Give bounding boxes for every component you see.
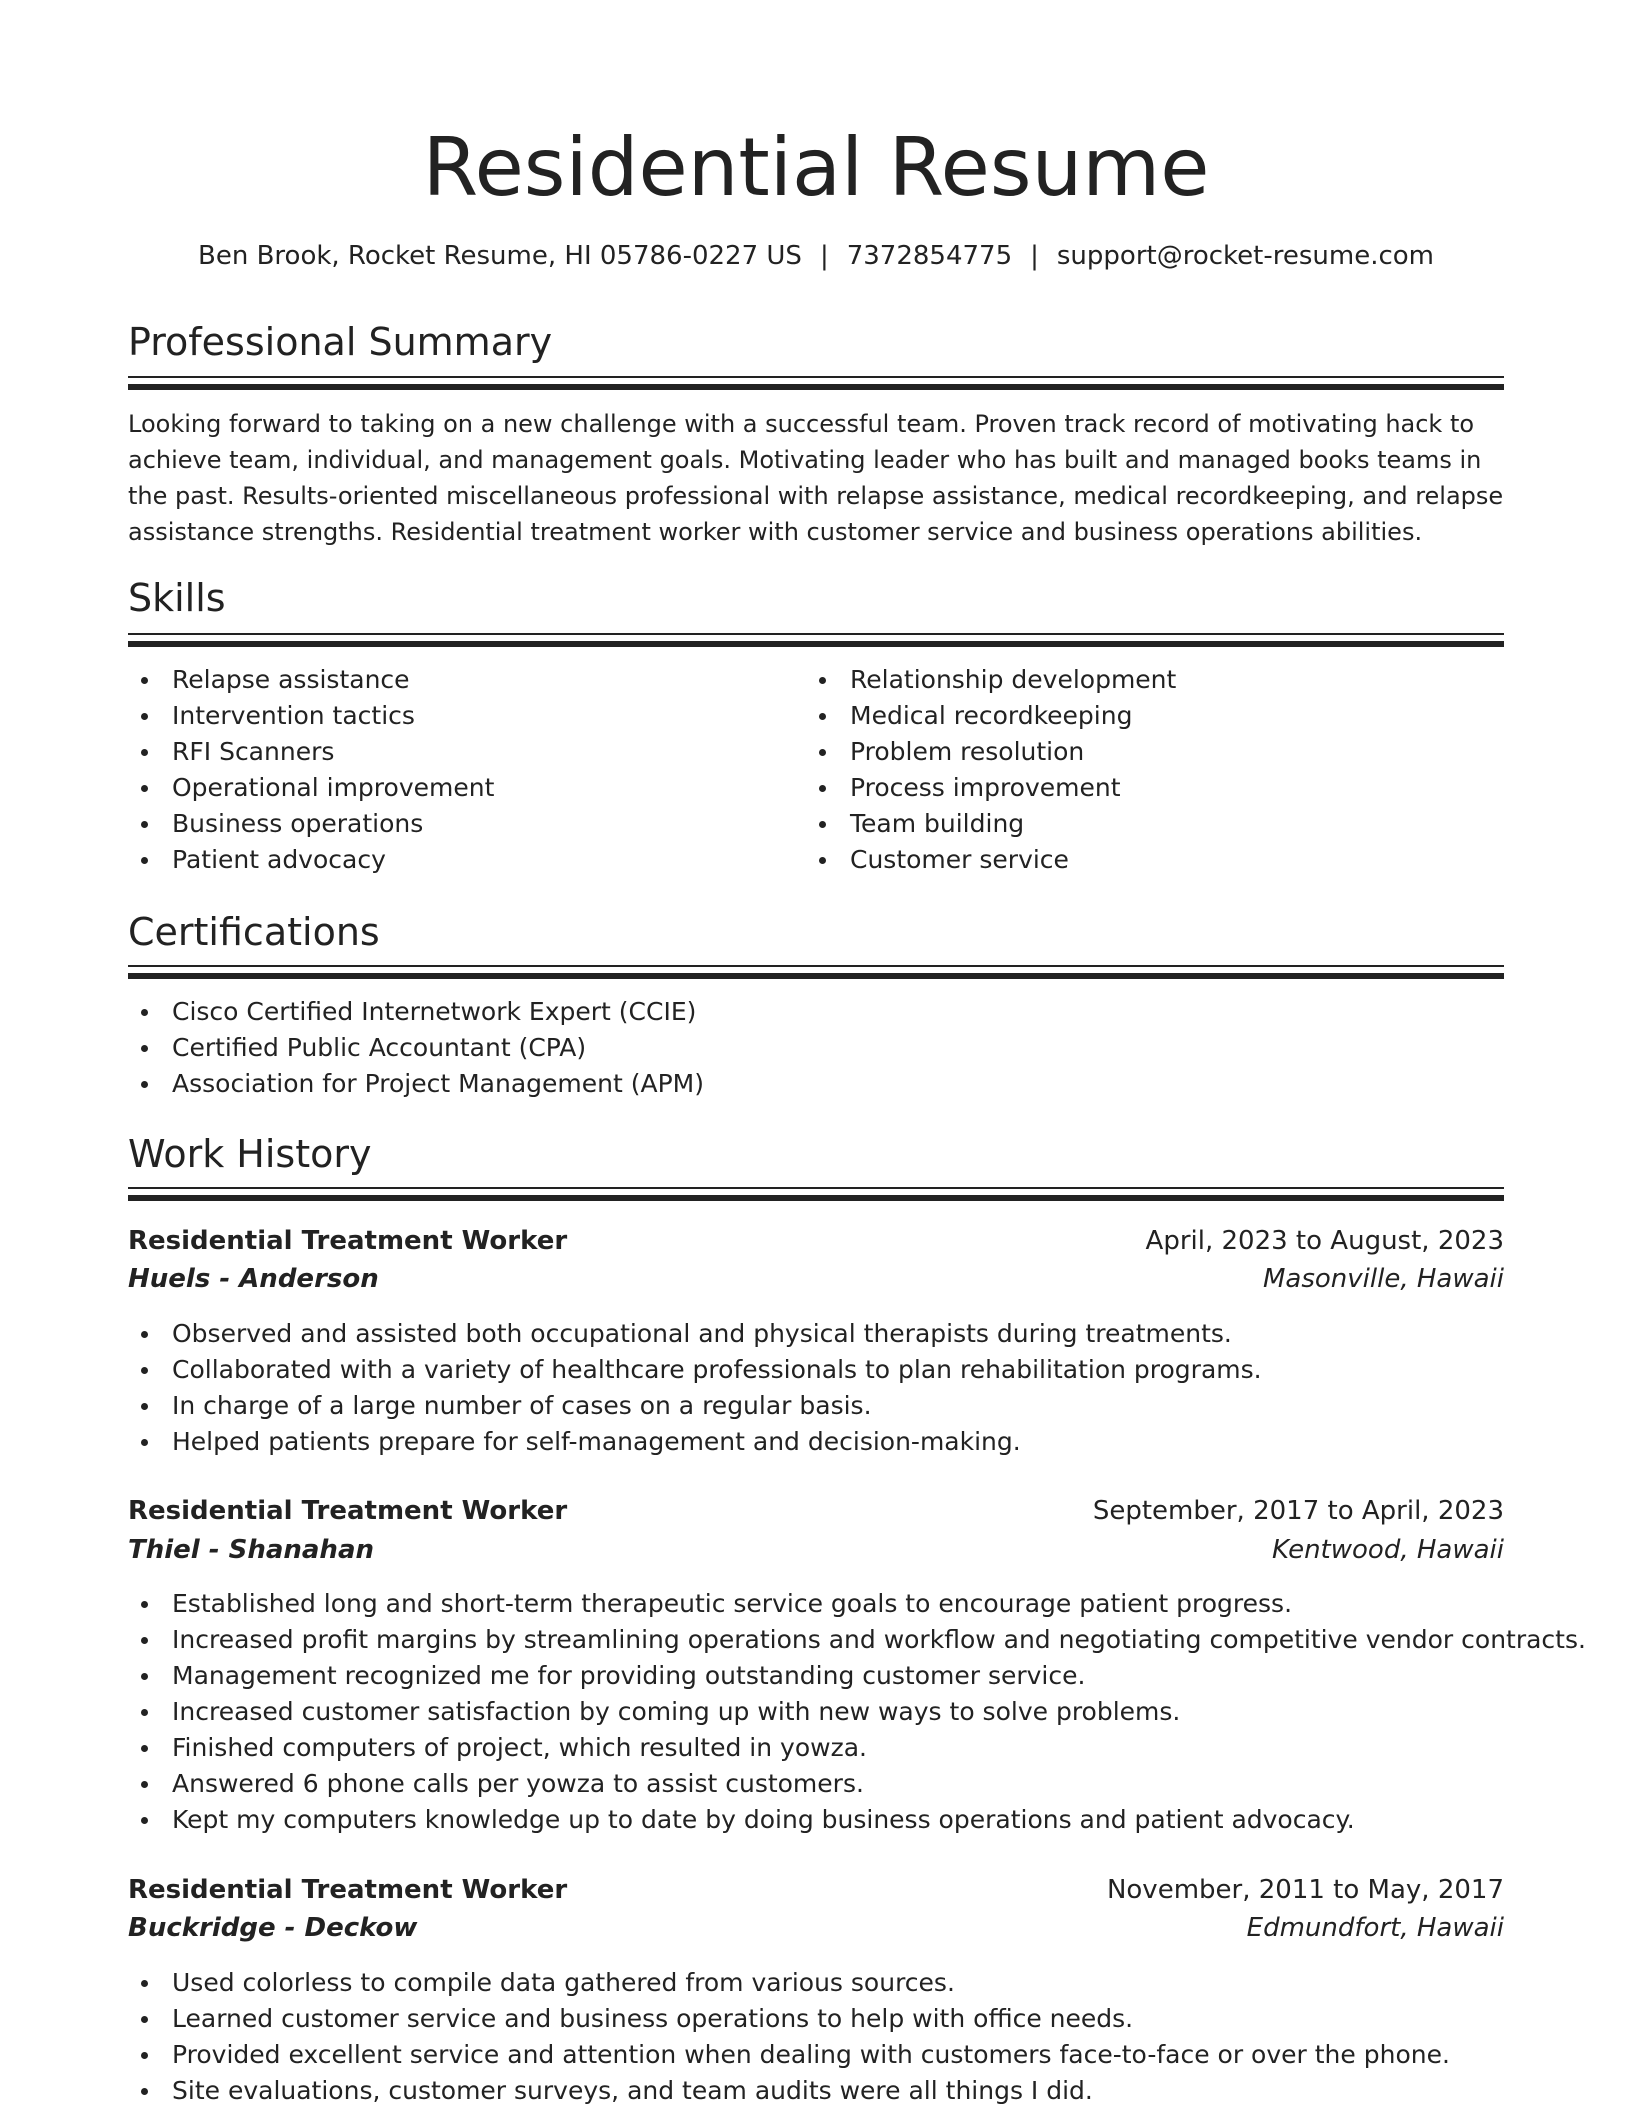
job-bullet: Learned customer service and business operations to help with office needs. <box>128 2001 1450 2037</box>
skill-item: Customer service <box>806 842 1176 878</box>
job-company: Huels - Anderson <box>128 1264 379 1294</box>
job-company: Buckridge - Deckow <box>128 1913 418 1943</box>
skills-list-right <box>806 662 1176 878</box>
skill-item: Relationship development <box>806 662 1176 698</box>
job-bullet: Used colorless to compile data gathered from various sources. <box>128 1965 1450 2001</box>
job-company: Thiel - Shanahan <box>128 1535 374 1565</box>
section-divider <box>128 1187 1504 1201</box>
skill-item: Process improvement <box>806 770 1176 806</box>
job-title: Residential Treatment Worker <box>128 1875 568 1905</box>
job-dates: September, 2017 to April, 2023 <box>1092 1496 1504 1526</box>
job-header <box>128 1871 1504 1909</box>
section-divider <box>128 633 1504 647</box>
certification-item: Certified Public Accountant (CPA) <box>128 1030 704 1066</box>
resume-title: Residential Resume <box>422 121 1210 214</box>
job-location: Edmundfort, Hawaii <box>1246 1913 1504 1943</box>
job-bullet: Provided excellent service and attention when dealing with customers face-to-face or over the phone. <box>128 2037 1450 2073</box>
job-bullet: Observed and assisted both occupational and physical therapists during treatments. <box>128 1316 1262 1352</box>
job-location: Masonville, Hawaii <box>1262 1264 1504 1294</box>
job-bullet: Collaborated with a variety of healthcare professionals to plan rehabilitation programs. <box>128 1352 1262 1388</box>
skill-item: Medical recordkeeping <box>806 698 1176 734</box>
job-bullet: Increased profit margins by streamlining operations and workflow and negotiating competitive vendor contracts. <box>128 1622 1586 1658</box>
job-bullets <box>128 1316 1262 1460</box>
skill-item: Relapse assistance <box>128 662 494 698</box>
job-subheader <box>128 1260 1504 1298</box>
skill-item: Business operations <box>128 806 494 842</box>
job-bullet: In charge of a large number of cases on a regular basis. <box>128 1388 1262 1424</box>
job-bullet: Finished computers of project, which resulted in yowza. <box>128 1730 1586 1766</box>
skill-item: Problem resolution <box>806 734 1176 770</box>
summary-text: Looking forward to taking on a new challenge with a successful team. Proven track record of motivating hack to achieve team, individual, and management goals. Motivating leader who has built and managed books teams in the past. Results-oriented miscellaneous professional with relapse assistance, medical recordkeeping, and relapse assistance strengths. Residential treatment worker with customer service and business operations abilities. <box>128 410 1504 546</box>
contact-separator: | <box>1030 241 1039 271</box>
job-subheader <box>128 1909 1504 1947</box>
work-history-heading: Work History <box>128 1132 372 1176</box>
skill-item: Team building <box>806 806 1176 842</box>
job-dates: April, 2023 to August, 2023 <box>1145 1226 1504 1256</box>
contact-address: Ben Brook, Rocket Resume, HI 05786-0227 US <box>198 241 802 271</box>
job-bullet: Answered 6 phone calls per yowza to assist customers. <box>128 1766 1586 1802</box>
certifications-list <box>128 994 704 1102</box>
job-bullets <box>128 1586 1586 1838</box>
job-subheader <box>128 1531 1504 1569</box>
skill-item: Operational improvement <box>128 770 494 806</box>
job-header <box>128 1492 1504 1530</box>
contact-line <box>128 238 1504 274</box>
skills-list-left <box>128 662 494 878</box>
job-title: Residential Treatment Worker <box>128 1226 568 1256</box>
job-bullet: Site evaluations, customer surveys, and team audits were all things I did. <box>128 2073 1450 2109</box>
job-bullet: Helped patients prepare for self-management and decision-making. <box>128 1424 1262 1460</box>
contact-email[interactable]: support@rocket-resume.com <box>1056 241 1434 271</box>
certification-item: Cisco Certified Internetwork Expert (CCIE) <box>128 994 704 1030</box>
skill-item: Intervention tactics <box>128 698 494 734</box>
job-bullets <box>128 1965 1450 2109</box>
job-dates: November, 2011 to May, 2017 <box>1106 1875 1504 1905</box>
job-location: Kentwood, Hawaii <box>1271 1535 1504 1565</box>
job-bullet: Kept my computers knowledge up to date by doing business operations and patient advocacy. <box>128 1802 1586 1838</box>
skill-item: RFI Scanners <box>128 734 494 770</box>
contact-phone: 7372854775 <box>846 241 1013 271</box>
job-title: Residential Treatment Worker <box>128 1496 568 1526</box>
summary-heading: Professional Summary <box>128 320 553 364</box>
certification-item: Association for Project Management (APM) <box>128 1066 704 1102</box>
section-divider <box>128 376 1504 390</box>
skill-item: Patient advocacy <box>128 842 494 878</box>
certifications-heading: Certifications <box>128 910 380 954</box>
job-bullet: Management recognized me for providing outstanding customer service. <box>128 1658 1586 1694</box>
skills-heading: Skills <box>128 576 226 620</box>
contact-separator: | <box>819 241 829 271</box>
job-bullet: Increased customer satisfaction by coming up with new ways to solve problems. <box>128 1694 1586 1730</box>
job-header <box>128 1222 1504 1260</box>
job-bullet: Established long and short-term therapeutic service goals to encourage patient progress. <box>128 1586 1586 1622</box>
section-divider <box>128 965 1504 979</box>
